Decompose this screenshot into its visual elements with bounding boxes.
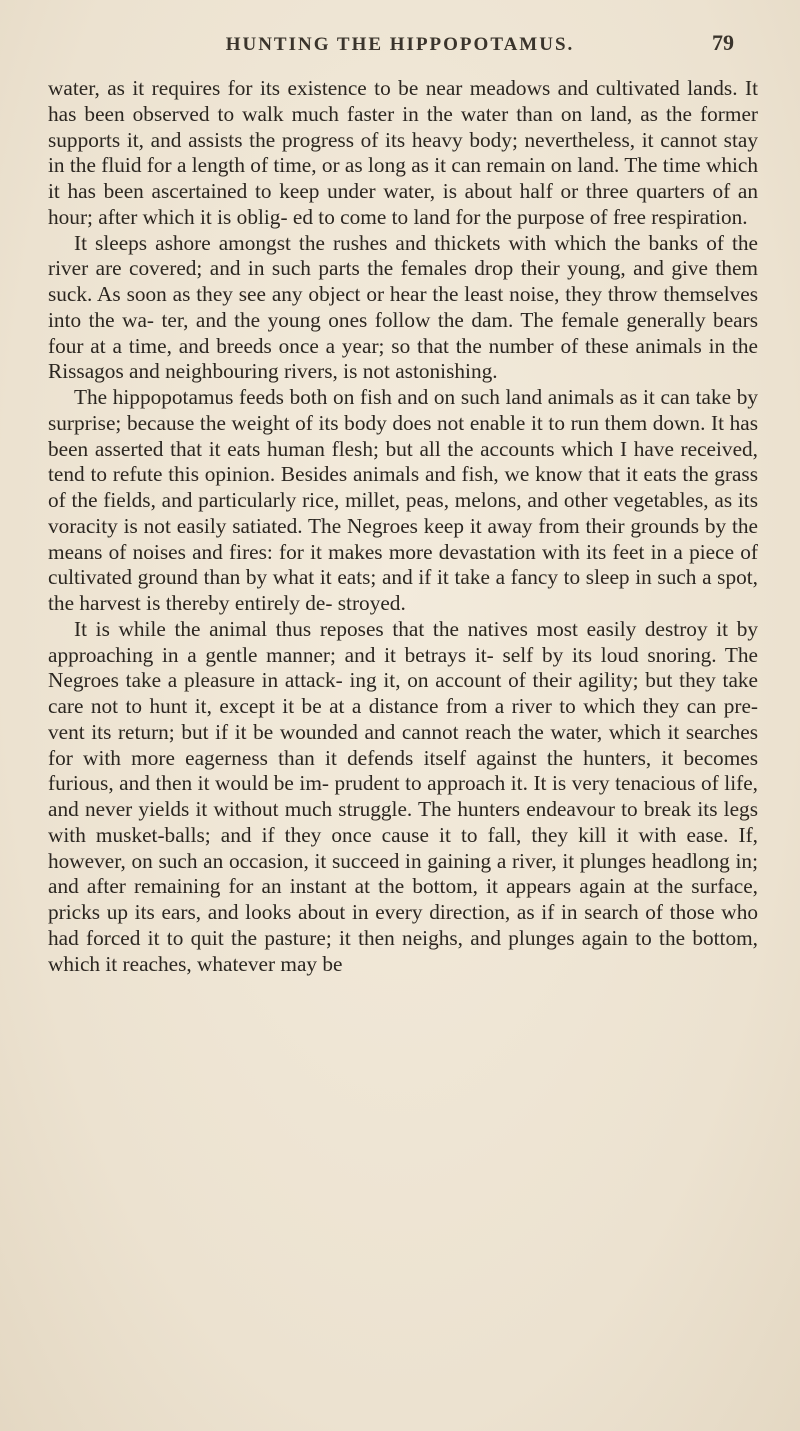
page-number: 79: [712, 30, 734, 55]
paragraph-2: It sleeps ashore amongst the rushes and thickets with which the banks of the river are covered; and in such parts the females drop their young, and give them suck. As soon as they see any object or hear the least noise, they throw themselves into the wa- ter, and the young ones follow the dam. The female generally bears four at a time, and breeds once a year; so that the number of these animals in the Rissagos and neighbouring rivers, is not astonishing.: [48, 230, 758, 384]
paragraph-4: It is while the animal thus reposes that the natives most easily destroy it by approaching in a gentle manner; and it betrays it- self by its loud snoring. The Negroes take a pleasure in attack- ing it, on account of their agility; but they take care not to hunt it, except it be at a distance from a river to which they can pre- vent its return; but if it be wounded and cannot reach the water, which it searches for with more eagerness than it defends itself against the hunters, it becomes furious, and then it would be im- prudent to approach it. It is very tenacious of life, and never yields it without much struggle. The hunters endeavour to break its legs with musket-balls; and if they once cause it to fall, they kill it with ease. If, however, on such an occasion, it succeed in gaining a river, it plunges headlong in; and after remaining for an instant at the bottom, it appears again at the surface, pricks up its ears, and looks about in every direction, as if in search of those who had forced it to quit the pasture; it then neighs, and plunges again to the bottom, which it reaches, whatever may be: [48, 616, 758, 976]
running-title: HUNTING THE HIPPOPOTAMUS.: [225, 34, 575, 55]
paragraph-1: water, as it requires for its existence to be near meadows and cultivated lands. It has been observed to walk much faster in the water than on land, as the former supports it, and assists the progress of its heavy body; nevertheless, it cannot stay in the fluid for a length of time, or as long as it can remain on land. The time which it has been ascertained to keep under water, is about half or three quarters of an hour; after which it is oblig- ed to come to land for the purpose of free respiration.: [48, 76, 758, 229]
body-text: [48, 76, 758, 977]
paragraph-3: The hippopotamus feeds both on fish and on such land animals as it can take by surprise; because the weight of its body does not enable it to run them down. It has been asserted that it eats human flesh; but all the accounts which I have received, tend to refute this opinion. Besides animals and fish, we know that it eats the grass of the fields, and particularly rice, millet, peas, melons, and other vegetables, as its voracity is not easily satiated. The Negroes keep it away from their grounds by the means of noises and fires: for it makes more devastation with its feet in a piece of cultivated ground than by what it eats; and if it take a fancy to sleep in such a spot, the harvest is thereby entirely de- stroyed.: [48, 385, 758, 615]
